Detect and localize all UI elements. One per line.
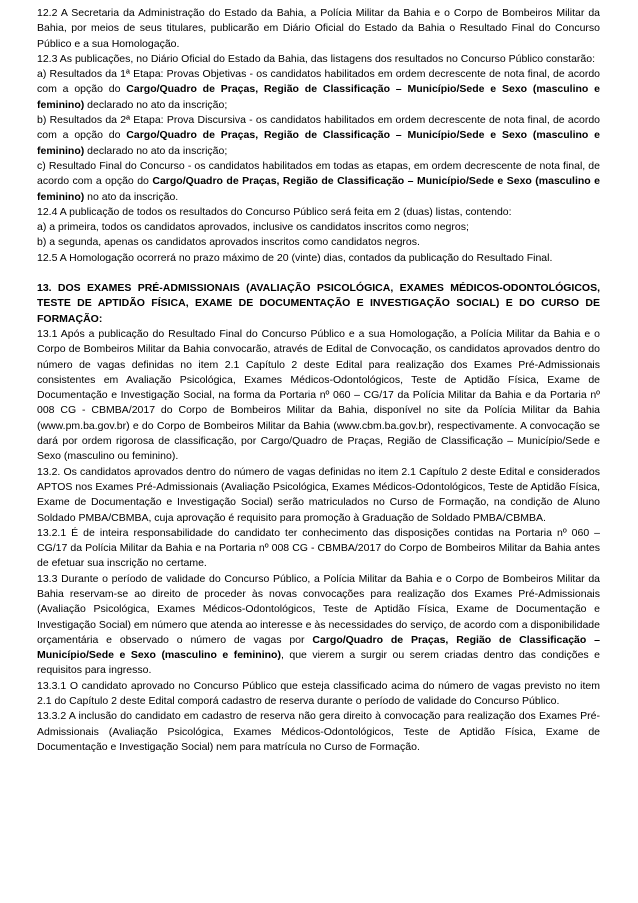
list-item-12-3-a — [37, 67, 600, 113]
text-span: declarado no ato da inscrição; — [84, 144, 228, 157]
section-13-heading: 13. DOS EXAMES PRÉ-ADMISSIONAIS (AVALIAÇÃO PSICOLÓGICA, EXAMES MÉDICOS-ODONTOLÓGICOS, TESTE DE APTIDÃO FÍSICA, EXAME DE DOCUMENTAÇÃO E INVESTIGAÇÃO SOCIAL) E DO CURSO DE FORMAÇÃO: — [37, 282, 600, 325]
paragraph-12-4: 12.4 A publicação de todos os resultados do Concurso Público será feita em 2 (duas) listas, contendo: — [37, 205, 512, 218]
bold-span: Cargo/Quadro de Praças, Região de Classificação – Município/Sede e Sexo (masculino e feminino) — [37, 129, 600, 157]
paragraph-12-5: 12.5 A Homologação ocorrerá no prazo máximo de 20 (vinte) dias, contados da publicação do Resultado Final. — [37, 251, 553, 264]
paragraph-13-3-1: 13.3.1 O candidato aprovado no Concurso Público que esteja classificado acima do número de vagas previsto no item 2.1 do Capítulo 2 deste Edital comporá cadastro de reserva durante o período de validade do Concurso Público. — [37, 679, 600, 708]
paragraph-12-2: 12.2 A Secretaria da Administração do Estado da Bahia, a Polícia Militar da Bahia e o Corpo de Bombeiros Militar da Bahia, por meios de seus titulares, publicarão em Diário Oficial do Estado da Bahia o Resultado Final do Concurso Público e a sua Homologação. — [37, 7, 600, 50]
list-item-12-4-b: b) a segunda, apenas os candidatos aprovados inscritos como candidatos negros. — [37, 236, 420, 249]
text-span: b) Resultados da 2ª Etapa: Prova Discursiva - os candidatos habilitados em ordem decrescente de nota final, de acordo com a opção do — [37, 114, 600, 142]
list-item-12-3-c — [37, 159, 600, 205]
list-item-12-4-a: a) a primeira, todos os candidatos aprovados, inclusive os candidatos inscritos como negros; — [37, 221, 469, 234]
paragraph-13-2-1: 13.2.1 É de inteira responsabilidade do candidato ter conhecimento das disposições contidas na Portaria nº 060 – CG/17 da Polícia Militar da Bahia e na Portaria nº 008 CG - CBMBA/2017 do Corpo de Bombeiros Militar da Bahia antes de efetuar sua inscrição no certame. — [37, 526, 600, 570]
text-span: a) Resultados da 1ª Etapa: Provas Objetivas - os candidatos habilitados em ordem decrescente de nota final, de acordo com a opção do — [37, 68, 600, 96]
bold-span: Cargo/Quadro de Praças, Região de Classificação – Município/Sede e Sexo (masculino e feminino) — [37, 175, 601, 203]
paragraph-12-3: 12.3 As publicações, no Diário Oficial do Estado da Bahia, das listagens dos resultados no Concurso Público constarão: — [37, 52, 595, 65]
bold-span: Cargo/Quadro de Praças, Região de Classificação – Município/Sede e Sexo (masculino e feminino) — [37, 83, 600, 111]
paragraph-13-1: 13.1 Após a publicação do Resultado Final do Concurso Público e a sua Homologação, a Polícia Militar da Bahia e o Corpo de Bombeiros Militar da Bahia convocarão, através de Edital de Convocação, os candidatos aprovados dentro do número de vagas definidas no item 2.1 Capítulo 2 deste Edital para realização dos Exames Pré-Admissionais consistentes em Avaliação Psicológica, Exames Médicos-Odontológicos, Teste de Aptidão Física, Exame de Documentação e Investigação Social, na forma da Portaria nº 060 – CG/17 da Polícia Militar da Bahia e da Portaria nº 008 CG - CBMBA/2017 do Corpo de Bombeiros Militar da Bahia, disponível no site da Polícia Militar da Bahia (www.pm.ba.gov.br) e do Corpo de Bombeiros Militar da Bahia (www.cbm.ba.gov.br), respectivamente. A convocação se dará por ordem rigorosa de classificação, por Cargo/Quadro de Praças, Região de Classificação – Município/Sede e Sexo (masculino ou feminino). — [37, 327, 600, 463]
text-span: c) Resultado Final do Concurso - os candidatos habilitados em todas as etapas, em ordem decrescente de nota final, de acordo com a opção do — [37, 159, 600, 188]
text-span: declarado no ato da inscrição; — [84, 98, 228, 111]
text-span: 13.3 Durante o período de validade do Concurso Público, a Polícia Militar da Bahia e o Corpo de Bombeiros Militar da Bahia reservam-se ao direito de proceder às novas convocações para realização dos Exames Pré-Admissionais (Avaliação Psicológica, Exames Médicos-Odontológicos, Teste de Aptidão Física, Exame de Documentação e Investigação Social) em número que atenda ao interesse e às necessidades do serviço, de acordo com a disponibilidade orçamentária e observado o número de vagas por — [37, 572, 600, 646]
text-span: no ato da inscrição. — [84, 190, 179, 203]
paragraph-13-3 — [37, 572, 600, 679]
text-span: , que vierem a surgir ou serem criadas dentro das condições e requisitos para ingresso. — [37, 649, 600, 677]
paragraph-13-2: 13.2. Os candidatos aprovados dentro do número de vagas definidas no item 2.1 Capítulo 2 deste Edital e considerados APTOS nos Exames Pré-Admissionais (Avaliação Psicológica, Exames Médicos-Odontológicos, Teste de Aptidão Física, Exame de Documentação e Investigação Social) serão matriculados no Curso de Formação, na condição de Aluno Soldado PMBA/CBMBA, cuja aprovação é requisito para promoção à Graduação de Soldado PMBA/CBMBA. — [37, 465, 600, 524]
paragraph-13-3-2: 13.3.2 A inclusão do candidato em cadastro de reserva não gera direito à convocação para realização dos Exames Pré-Admissionais (Avaliação Psicológica, Exames Médicos-Odontológicos, Teste de Aptidão Física, Exame de Documentação e Investigação Social) nem para matrícula no Curso de Formação. — [37, 710, 600, 753]
list-item-12-3-b — [37, 113, 600, 159]
section-spacer — [37, 266, 600, 281]
bold-span: Cargo/Quadro de Praças, Região de Classificação – Município/Sede e Sexo (masculino e feminino) — [37, 633, 601, 662]
